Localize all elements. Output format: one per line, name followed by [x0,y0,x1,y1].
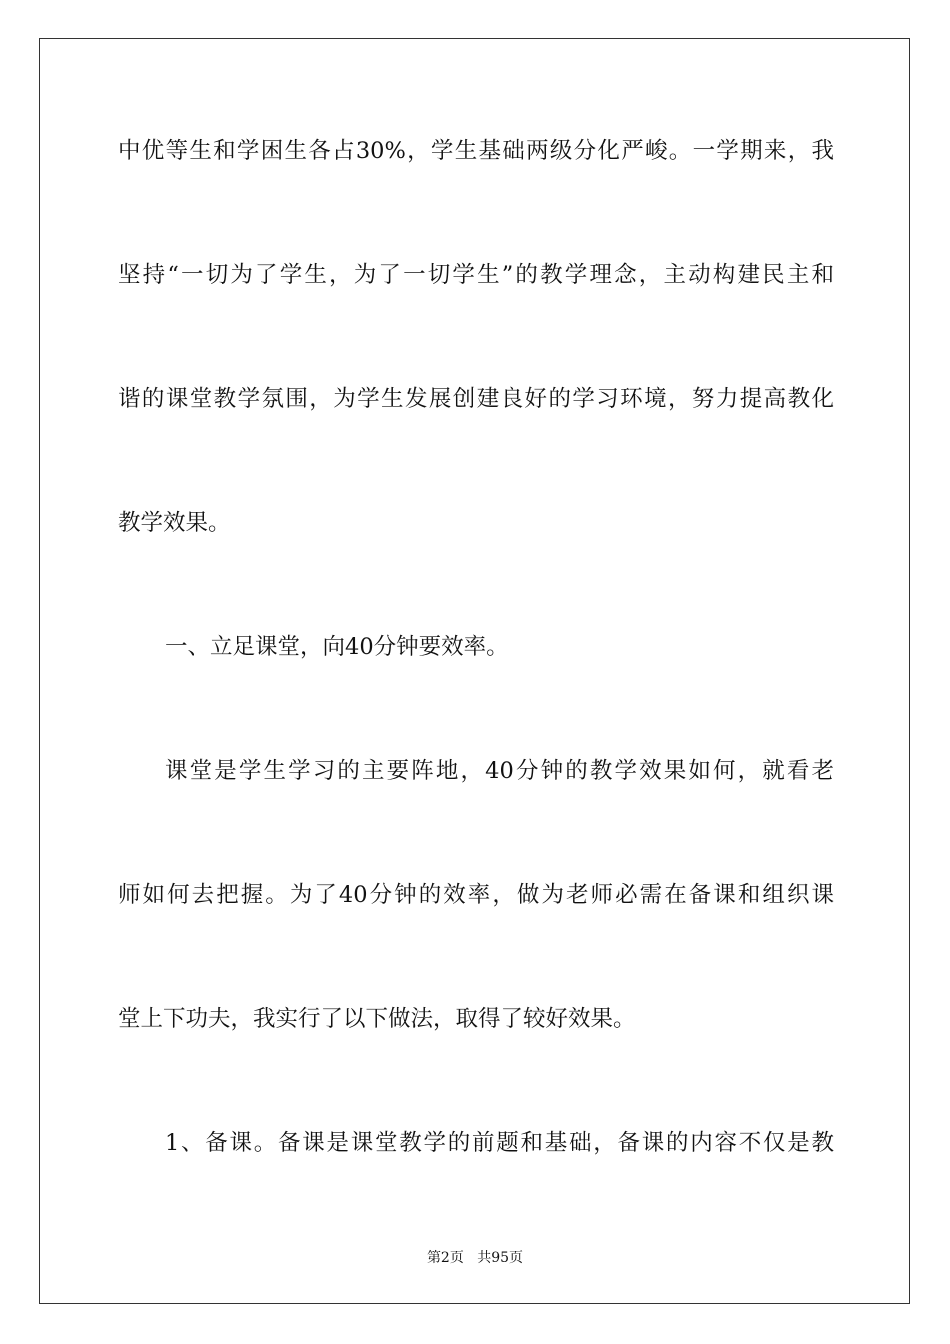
paragraph-line: 教学效果。 [118,510,231,536]
paragraph-line: 1、备课。备课是课堂教学的前题和基础，备课的内容不仅是教 [165,1130,834,1156]
total-pages: 共95页 [477,1250,524,1266]
page-footer [0,1248,950,1268]
section-heading: 一、立足课堂，向40分钟要效率。 [165,634,509,660]
paragraph-line: 师如何去把握。为了40分钟的效率，做为老师必需在备课和组织课 [118,882,834,908]
paragraph-line: 谐的课堂教学氛围，为学生发展创建良好的学习环境，努力提高教化 [118,386,834,412]
paragraph-line: 中优等生和学困生各占30%，学生基础两级分化严峻。一学期来，我 [118,138,834,164]
paragraph-line: 坚持“一切为了学生，为了一切学生”的教学理念，主动构建民主和 [118,262,834,288]
page-border [39,38,910,1304]
page-number: 第2页 [426,1250,464,1266]
paragraph-line: 堂上下功夫，我实行了以下做法，取得了较好效果。 [118,1006,636,1032]
paragraph-line: 课堂是学生学习的主要阵地，40分钟的教学效果如何，就看老 [165,758,834,784]
